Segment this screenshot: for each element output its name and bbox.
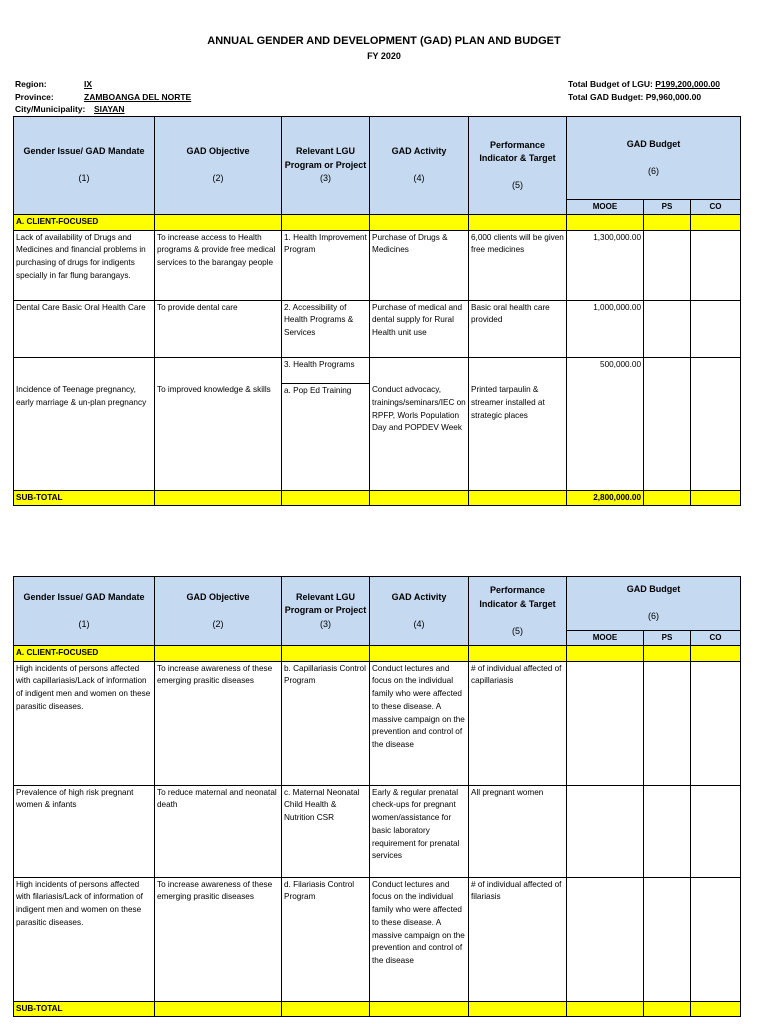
performance-indicator: All pregnant women: [469, 785, 567, 877]
lgu-program: 3. Health Programs: [282, 357, 370, 383]
gad-objective: To provide dental care: [155, 300, 282, 357]
mooe-amount: [567, 785, 644, 877]
performance-indicator: Printed tarpaulin & streamer installed at strategic places: [469, 383, 567, 490]
header-gad-budget: GAD Budget (6): [567, 117, 741, 200]
gad-activity: [370, 357, 469, 383]
gender-issue: Prevalence of high risk pregnant women & infants: [14, 785, 155, 877]
header-co: CO: [691, 631, 741, 646]
gad-activity: Early & regular prenatal check-ups for pregnant women/assistance for basic laboratory requirement for prenatal services: [370, 785, 469, 877]
header-gad-objective: GAD Objective (2): [155, 577, 282, 646]
co-amount: [691, 661, 741, 785]
header-row: [14, 117, 741, 200]
gad-activity: Conduct lectures and focus on the individual family who were affected to these disease. A massive campaign on the prevention and control of the disease: [370, 877, 469, 1001]
gad-table-2: [13, 576, 741, 1017]
header-ps: PS: [644, 200, 691, 215]
region-value: IX: [84, 79, 93, 89]
subtotal-label: SUB-TOTAL: [14, 490, 155, 506]
gender-issue: High incidents of persons affected with filariasis/Lack of information of indigent men and women on these parasitic diseases.: [14, 877, 155, 1001]
co-amount: [691, 230, 741, 300]
header-co: CO: [691, 200, 741, 215]
gad-table-1: [13, 116, 741, 506]
header-performance-indicator: Performance Indicator & Target (5): [469, 577, 567, 646]
header-ps: PS: [644, 631, 691, 646]
gad-activity: Conduct advocacy, trainings/seminars/IEC on RPFP, Worls Population Day and POPDEV Week: [370, 383, 469, 490]
province-label: Province:: [15, 92, 54, 102]
table-row: [14, 877, 741, 1001]
table-row: [14, 300, 741, 357]
mooe-amount: [567, 661, 644, 785]
region-label: Region:: [15, 79, 47, 89]
city-label: City/Municipality:: [15, 104, 86, 114]
mooe-amount: [567, 383, 644, 490]
table-row: [14, 661, 741, 785]
performance-indicator: 6,000 clients will be given free medicines: [469, 230, 567, 300]
header-lgu-program: Relevant LGU Program or Project (3): [282, 117, 370, 215]
header-mooe: MOOE: [567, 631, 644, 646]
co-amount: [691, 300, 741, 357]
total-gad-value: P9,960,000.00: [645, 92, 702, 102]
subtotal-label: SUB-TOTAL: [14, 1001, 155, 1017]
ps-amount: [644, 661, 691, 785]
table-row: [14, 785, 741, 877]
province-value: ZAMBOANGA DEL NORTE: [84, 92, 192, 102]
gad-objective: To increase awareness of these emerging prasitic diseases: [155, 877, 282, 1001]
total-lgu-value: P199,200,000.00: [655, 79, 720, 89]
co-amount: [691, 383, 741, 490]
gender-issue: High incidents of persons affected with capillariasis/Lack of information of indigent men and women on these parasitic diseases.: [14, 661, 155, 785]
mooe-amount: 500,000.00: [567, 357, 644, 383]
section-row: [14, 646, 741, 662]
city-value: SIAYAN: [94, 104, 125, 114]
document-title: ANNUAL GENDER AND DEVELOPMENT (GAD) PLAN AND BUDGET: [207, 35, 561, 47]
gender-issue: Dental Care Basic Oral Health Care: [14, 300, 155, 357]
table-row: [14, 383, 741, 490]
header-gad-activity: GAD Activity (4): [370, 577, 469, 646]
ps-amount: [644, 357, 691, 383]
gad-objective: To reduce maternal and neonatal death: [155, 785, 282, 877]
gad-objective: [155, 357, 282, 383]
lgu-program: d. Filariasis Control Program: [282, 877, 370, 1001]
subtotal-row: [14, 490, 741, 506]
co-amount: [691, 877, 741, 1001]
ps-amount: [644, 785, 691, 877]
performance-indicator: Basic oral health care provided: [469, 300, 567, 357]
header-mooe: MOOE: [567, 200, 644, 215]
subtotal-mooe: 2,800,000.00: [567, 490, 644, 506]
gender-issue: Lack of availability of Drugs and Medicines and financial problems in purchasing of drugs for indigents specially in far flung barangays.: [14, 230, 155, 300]
mooe-amount: 1,300,000.00: [567, 230, 644, 300]
co-amount: [691, 785, 741, 877]
gad-objective: To increase access to Health programs & provide free medical services to the barangay people: [155, 230, 282, 300]
gad-objective: To improved knowledge & skills: [155, 383, 282, 490]
header-lgu-program: Relevant LGU Program or Project (3): [282, 577, 370, 646]
subtotal-row: [14, 1001, 741, 1017]
gad-activity: Purchase of Drugs & Medicines: [370, 230, 469, 300]
gender-issue: Incidence of Teenage pregnancy, early marriage & un-plan pregnancy: [14, 383, 155, 490]
lgu-program: 1. Health Improvement Program: [282, 230, 370, 300]
lgu-program: b. Capillariasis Control Program: [282, 661, 370, 785]
header-gender-issue: Gender Issue/ GAD Mandate (1): [14, 577, 155, 646]
gender-issue: [14, 357, 155, 383]
mooe-amount: [567, 877, 644, 1001]
total-gad-label: Total GAD Budget:: [568, 92, 644, 102]
co-amount: [691, 357, 741, 383]
gad-objective: To increase awareness of these emerging prasitic diseases: [155, 661, 282, 785]
ps-amount: [644, 230, 691, 300]
total-gad-budget: [568, 92, 701, 102]
performance-indicator: # of individual affected of filariasis: [469, 877, 567, 1001]
gad-activity: Conduct lectures and focus on the individual family who were affected to these disease. A massive campaign on the prevention and control of the disease: [370, 661, 469, 785]
header-gad-budget: GAD Budget (6): [567, 577, 741, 631]
ps-amount: [644, 383, 691, 490]
header-performance-indicator: Performance Indicator & Target (5): [469, 117, 567, 215]
ps-amount: [644, 877, 691, 1001]
lgu-program: a. Pop Ed Training: [282, 383, 370, 490]
lgu-program: c. Maternal Neonatal Child Health & Nutrition CSR: [282, 785, 370, 877]
table-row: [14, 357, 741, 383]
table-row: [14, 230, 741, 300]
fiscal-year: FY 2020: [367, 51, 401, 61]
header-gad-objective: GAD Objective (2): [155, 117, 282, 215]
total-lgu-budget: [568, 79, 720, 89]
performance-indicator: # of individual affected of capillariasis: [469, 661, 567, 785]
ps-amount: [644, 300, 691, 357]
lgu-program: 2. Accessibility of Health Programs & Services: [282, 300, 370, 357]
gad-activity: Purchase of medical and dental supply for Rural Health unit use: [370, 300, 469, 357]
section-label: A. CLIENT-FOCUSED: [14, 215, 155, 231]
mooe-amount: 1,000,000.00: [567, 300, 644, 357]
header-gad-activity: GAD Activity (4): [370, 117, 469, 215]
performance-indicator: [469, 357, 567, 383]
section-row: [14, 215, 741, 231]
total-lgu-label: Total Budget of LGU:: [568, 79, 653, 89]
header-gender-issue: Gender Issue/ GAD Mandate (1): [14, 117, 155, 215]
section-label: A. CLIENT-FOCUSED: [14, 646, 155, 662]
header-row: [14, 577, 741, 631]
